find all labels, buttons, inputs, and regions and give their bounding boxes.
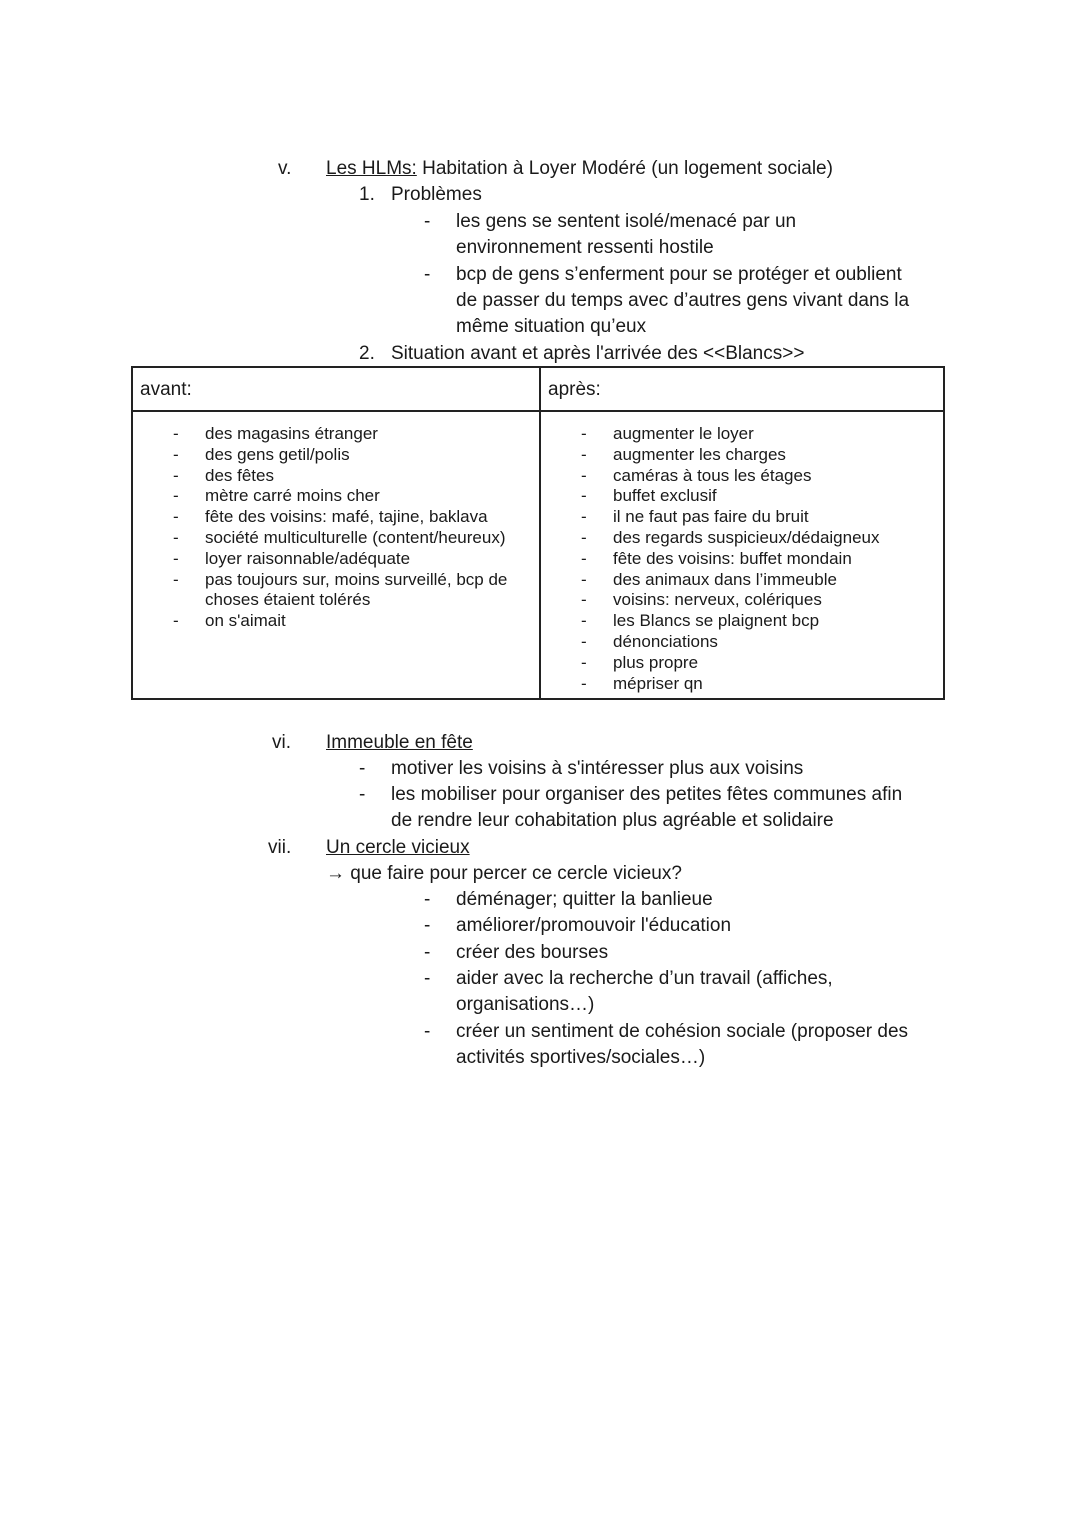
vii-question: → que faire pour percer ce cercle vicieux? (326, 863, 682, 884)
section-vi-title: Immeuble en fête (326, 732, 473, 753)
vii-point-2: améliorer/promouvoir l'éducation (456, 915, 732, 936)
section-v-numeral: v. (278, 158, 292, 179)
section-v-title-rest: Habitation à Loyer Modéré (un logement sociale) (416, 158, 833, 179)
list-item: - buffet exclusif (581, 486, 880, 507)
section-v-title (326, 156, 833, 182)
list-item: - mépriser qn (581, 674, 880, 695)
section-vii-numeral: vii. (268, 837, 292, 858)
vii-point-5-line-1: créer un sentiment de cohésion sociale (proposer des (456, 1021, 909, 1042)
sub2-number: 2. (359, 343, 375, 364)
bullet-dash: - (359, 758, 366, 779)
bullet-dash: - (424, 968, 431, 989)
problem-1-line-2: environnement ressenti hostile (456, 237, 714, 258)
bullet-dash: - (359, 784, 366, 805)
vi-point-2-line-2: de rendre leur cohabitation plus agréable et solidaire (391, 810, 834, 831)
list-item: - loyer raisonnable/adéquate (173, 549, 507, 570)
list-item: - des fêtes (173, 466, 507, 487)
sub2-label: Situation avant et après l'arrivée des <<Blancs>> (391, 343, 805, 364)
list-item: - les Blancs se plaignent bcp (581, 611, 880, 632)
sub1-number: 1. (359, 184, 375, 205)
vii-point-4-line-1: aider avec la recherche d’un travail (affiches, (456, 968, 833, 989)
section-vii-title: Un cercle vicieux (326, 837, 470, 858)
vii-point-1: déménager; quitter la banlieue (456, 889, 713, 910)
vii-point-5-line-2: activités sportives/sociales…) (456, 1047, 706, 1068)
list-item: - pas toujours sur, moins surveillé, bcp de choses étaient tolérés (173, 570, 507, 612)
problem-1-line-1: les gens se sentent isolé/menacé par un (456, 211, 797, 232)
bullet-dash: - (424, 915, 431, 936)
table-column-divider (539, 368, 541, 698)
section-v-title-underlined: Les HLMs: (326, 158, 417, 179)
list-item: - augmenter le loyer (581, 424, 880, 445)
comparison-table (131, 366, 945, 700)
vii-point-4-line-2: organisations…) (456, 994, 595, 1015)
table-header-after: après: (548, 379, 601, 400)
problem-2-line-1: bcp de gens s’enferment pour se protéger et oublient (456, 264, 902, 285)
problem-2-line-2: de passer du temps avec d’autres gens vivant dans la (456, 290, 910, 311)
after-list (581, 424, 880, 694)
vi-point-2-line-1: les mobiliser pour organiser des petites fêtes communes afin (391, 784, 903, 805)
list-item: - augmenter les charges (581, 445, 880, 466)
sub1-label: Problèmes (391, 184, 482, 205)
table-header-divider (133, 410, 943, 412)
list-item: - on s'aimait (173, 611, 507, 632)
bullet-dash: - (424, 942, 431, 963)
table-header-before: avant: (140, 379, 192, 400)
vi-point-1: motiver les voisins à s'intéresser plus aux voisins (391, 758, 804, 779)
bullet-dash: - (424, 211, 431, 232)
list-item: - fête des voisins: buffet mondain (581, 549, 880, 570)
list-item: - des gens getil/polis (173, 445, 507, 466)
list-item: - plus propre (581, 653, 880, 674)
bullet-dash: - (424, 264, 431, 285)
list-item: - dénonciations (581, 632, 880, 653)
list-item: - fête des voisins: mafé, tajine, baklava (173, 507, 507, 528)
list-item: - des animaux dans l’immeuble (581, 570, 880, 591)
list-item: - il ne faut pas faire du bruit (581, 507, 880, 528)
list-item: - voisins: nerveux, colériques (581, 590, 880, 611)
bullet-dash: - (424, 1021, 431, 1042)
list-item: - mètre carré moins cher (173, 486, 507, 507)
problem-2-line-3: même situation qu’eux (456, 316, 647, 337)
list-item: - des magasins étranger (173, 424, 507, 445)
before-list (173, 424, 507, 632)
bullet-dash: - (424, 889, 431, 910)
list-item: - société multiculturelle (content/heureux) (173, 528, 507, 549)
list-item: - caméras à tous les étages (581, 466, 880, 487)
vii-point-3: créer des bourses (456, 942, 609, 963)
section-vi-numeral: vi. (272, 732, 291, 753)
list-item: - des regards suspicieux/dédaigneux (581, 528, 880, 549)
